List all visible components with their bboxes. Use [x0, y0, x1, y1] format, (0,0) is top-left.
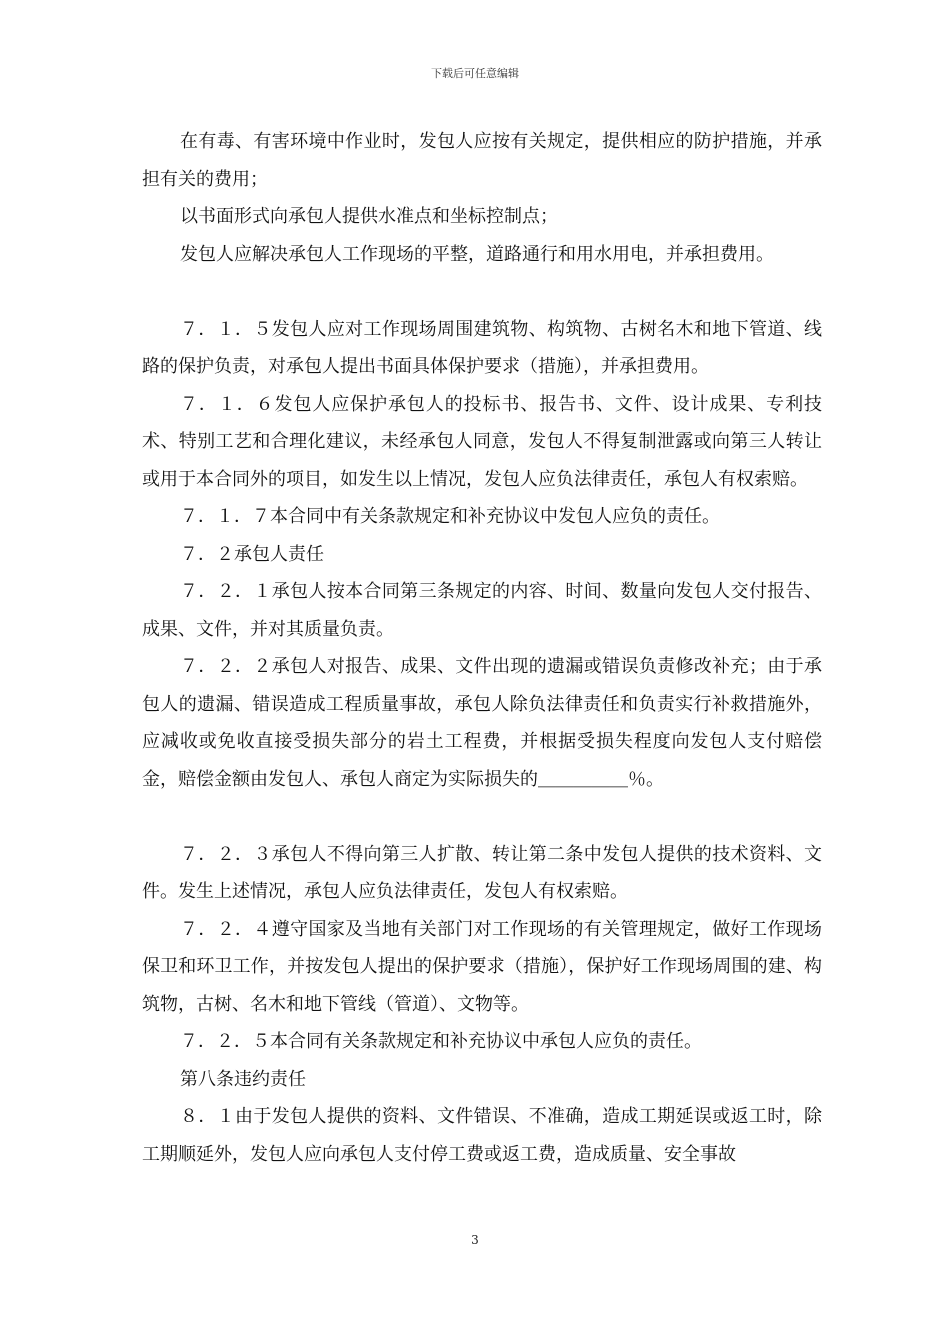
- document-body: [142, 123, 822, 1173]
- section-heading-7-2: ７．２承包人责任: [180, 543, 324, 565]
- paragraph-8-1: ８．１由于发包人提供的资料、文件错误、不准确，造成工期延误或返工时，除工期顺延外，发包人应向承包人支付停工费或返工费，造成质量、安全事故: [142, 1106, 822, 1165]
- paragraph-site-leveling: 发包人应解决承包人工作现场的平整，道路通行和用水用电，并承担费用。: [180, 243, 774, 265]
- paragraph-benchmark-points: 以书面形式向承包人提供水准点和坐标控制点；: [180, 206, 558, 227]
- blank-line: [142, 798, 822, 836]
- paragraph-7-2-1: ７．２．１承包人按本合同第三条规定的内容、时间、数量向发包人交付报告、成果、文件，并对其质量负责。: [142, 581, 822, 640]
- paragraph-7-2-5: ７．２．５本合同有关条款规定和补充协议中承包人应负的责任。: [180, 1031, 702, 1052]
- page-header: 下载后可任意编辑: [431, 67, 519, 80]
- paragraph-7-1-5: ７．１．５发包人应对工作现场周围建筑物、构筑物、古树名木和地下管道、线路的保护负责，对承包人提出书面具体保护要求（措施），并承担费用。: [142, 318, 822, 377]
- blank-line: [142, 273, 822, 311]
- paragraph-7-2-3: ７．２．３承包人不得向第三人扩散、转让第二条中发包人提供的技术资料、文件。发生上述情况，承包人应负法律责任，发包人有权索赔。: [142, 843, 822, 902]
- paragraph-toxic-environment: 在有毒、有害环境中作业时，发包人应按有关规定，提供相应的防护措施，并承担有关的费用；: [142, 131, 822, 190]
- section-heading-article-8: 第八条违约责任: [180, 1068, 306, 1090]
- paragraph-7-1-7: ７．１．７本合同中有关条款规定和补充协议中发包人应负的责任。: [180, 506, 720, 527]
- page-number: 3: [471, 1233, 479, 1247]
- paragraph-7-2-2: ７．２．２承包人对报告、成果、文件出现的遗漏或错误负责修改补充；由于承包人的遗漏、错误造成工程质量事故，承包人除负法律责任和负责实行补救措施外，应减收或免收直接受损失部分的岩土工程费，并根据受损失程度向发包人支付赔偿金，赔偿金额由发包人、承包人商定为实际损失的＿＿＿＿＿％。: [142, 656, 822, 790]
- paragraph-7-2-4: ７．２．４遵守国家及当地有关部门对工作现场的有关管理规定，做好工作现场保卫和环卫工作，并按发包人提出的保护要求（措施），保护好工作现场周围的建、构筑物，古树、名木和地下管线（管道）、文物等。: [142, 918, 822, 1015]
- paragraph-7-1-6: ７．１．６发包人应保护承包人的投标书、报告书、文件、设计成果、专利技术、特别工艺和合理化建议，未经承包人同意，发包人不得复制泄露或向第三人转让或用于本合同外的项目，如发生以上情况，发包人应负法律责任，承包人有权索赔。: [142, 393, 822, 490]
